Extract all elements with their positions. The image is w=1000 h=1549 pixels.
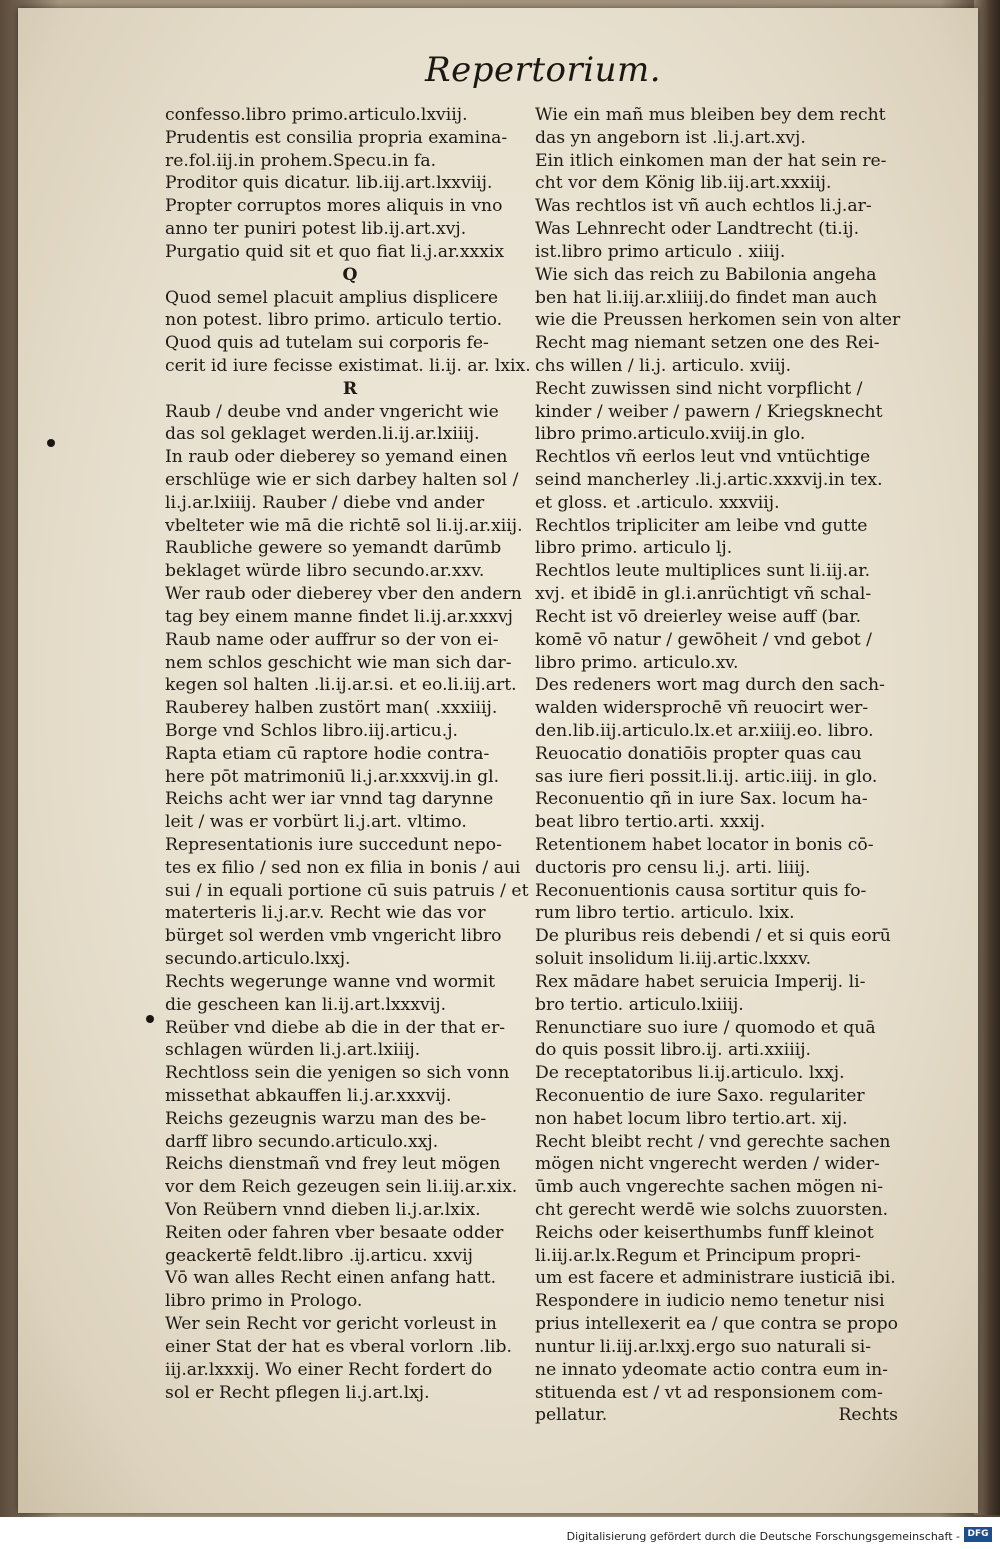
dfg-logo: DFG — [964, 1527, 992, 1542]
text-line: iij.ar.lxxxij. Wo einer Recht fordert do — [165, 1359, 493, 1380]
text-line: ist.libro primo articulo . xiiij. — [535, 241, 786, 262]
text-line: Raub name oder auffrur so der von ei- — [165, 629, 499, 650]
text-line: leit / was er vorbürt li.j.art. vltimo. — [165, 812, 467, 833]
text-line: die gescheen kan li.ij.art.lxxxvij. — [165, 994, 447, 1015]
text-line: Propter corruptos mores aliquis in vno — [165, 196, 503, 217]
text-line: cht gerecht werdē wie solchs zuuorsten. — [535, 1200, 889, 1220]
text-line: Reuocatio donatiōis propter quas cau — [535, 743, 862, 764]
text-line: Von Reübern vnnd dieben li.j.ar.lxix. — [165, 1200, 481, 1220]
text-line: Recht zuwissen sind nicht vorpflicht / — [535, 378, 863, 399]
text-line: Rechtlos leute multiplices sunt li.iij.ar. — [535, 561, 871, 582]
text-line: Ein itlich einkomen man der hat sein re- — [535, 150, 887, 171]
text-line: Recht mag niemant setzen one des Rei- — [535, 333, 880, 354]
text-line: sas iure fieri possit.li.ij. artic.iiij. in glo. — [535, 766, 878, 787]
text-line: tag bey einem manne findet li.ij.ar.xxxvj — [165, 606, 513, 627]
text-line: libro primo. articulo lj. — [535, 538, 733, 559]
text-line: seind mancherley .li.j.artic.xxxvij.in tex. — [535, 470, 883, 490]
text-line: komē vō natur / gewōheit / vnd gebot / — [535, 629, 872, 650]
footer-credit: Digitalisierung gefördert durch die Deutsche Forschungsgemeinschaft - — [566, 1530, 960, 1543]
text-line: Reichs acht wer iar vnnd tag darynne — [165, 789, 494, 810]
text-line: Des redeners wort mag durch den sach- — [535, 675, 885, 696]
right-column — [535, 104, 900, 1427]
text-line: Rauberey halben zustört man( .xxxiiij. — [165, 698, 498, 719]
text-line: Rex mādare habet seruicia Imperij. li- — [535, 971, 866, 992]
text-line: xvj. et ibidē in gl.i.anrüchtigt vñ schal- — [535, 584, 872, 605]
text-line: mögen nicht vngerecht werden / wider- — [535, 1154, 880, 1175]
text-line: Rechtlos tripliciter am leibe vnd gutte — [535, 515, 868, 536]
text-line: cht vor dem König lib.iij.art.xxxiij. — [535, 173, 832, 194]
text-line: Reconuentio de iure Saxo. regulariter — [535, 1085, 865, 1106]
margin-mark — [47, 439, 55, 447]
text-line: Rapta etiam cū raptore hodie contra- — [165, 743, 490, 764]
text-line: Rechtloss sein die yenigen so sich vonn — [165, 1063, 510, 1084]
text-line: Was rechtlos ist vñ auch echtlos li.j.ar- — [535, 196, 872, 217]
text-line: das sol geklaget werden.li.ij.ar.lxiiij. — [165, 424, 480, 445]
text-line: nuntur li.iij.ar.lxxj.ergo suo naturali si- — [535, 1336, 872, 1357]
text-line: Representationis iure succedunt nepo- — [165, 835, 502, 855]
text-line: Reichs dienstmañ vnd frey leut mögen — [165, 1154, 501, 1175]
text-line: Reüber vnd diebe ab die in der that er- — [165, 1017, 506, 1038]
section-letter: Q — [342, 264, 358, 285]
text-line: walden widersprochē vñ reuocirt wer- — [535, 698, 869, 719]
text-line: libro primo in Prologo. — [165, 1291, 363, 1312]
text-line: soluit insolidum li.iij.artic.lxxxv. — [535, 949, 812, 970]
text-line: li.j.ar.lxiiij. Rauber / diebe vnd ander — [165, 492, 485, 513]
left-column — [165, 104, 535, 1404]
text-line: kinder / weiber / pawern / Kriegsknecht — [535, 401, 883, 422]
text-line: tes ex filio / sed non ex filia in bonis / aui — [165, 857, 521, 878]
text-line: Respondere in iudicio nemo tenetur nisi — [535, 1291, 885, 1312]
text-line: erschlüge wie er sich darbey halten sol / — [165, 470, 519, 490]
text-line: anno ter puniri potest lib.ij.art.xvj. — [165, 219, 467, 240]
text-line: Recht ist vō dreierley weise auff (bar. — [535, 606, 862, 627]
text-line: wie die Preussen herkomen sein von alter — [535, 310, 901, 331]
text-line: Wer sein Recht vor gericht vorleust in — [165, 1314, 497, 1335]
text-line: li.iij.ar.lx.Regum et Principum propri- — [535, 1245, 861, 1266]
text-line: Retentionem habet locator in bonis cō- — [535, 835, 874, 855]
text-line: do quis possit libro.ij. arti.xxiiij. — [535, 1040, 811, 1061]
text-line: materteris li.j.ar.v. Recht wie das vor — [165, 903, 486, 924]
text-line: einer Stat der hat es vberal vorlorn .lib. — [165, 1336, 512, 1357]
text-line: Wie sich das reich zu Babilonia angeha — [535, 264, 877, 285]
text-line: ben hat li.iij.ar.xliiij.do findet man auch — [535, 287, 878, 308]
text-line: bro tertio. articulo.lxiiij. — [535, 994, 744, 1015]
text-line: rum libro tertio. articulo. lxix. — [535, 903, 795, 924]
text-line: Quod quis ad tutelam sui corporis fe- — [165, 333, 489, 354]
text-line: Wer raub oder dieberey vber den andern — [165, 584, 522, 605]
catchword: Rechts — [838, 1405, 898, 1426]
text-line: geackertē feldt.libro .ij.articu. xxvij — [165, 1245, 473, 1266]
text-line: darff libro secundo.articulo.xxj. — [165, 1131, 439, 1152]
text-line: missethat abkauffen li.j.ar.xxxvij. — [165, 1085, 452, 1106]
text-line: here pōt matrimoniū li.j.ar.xxxvij.in gl. — [165, 766, 500, 787]
text-line: Vō wan alles Recht einen anfang hatt. — [165, 1268, 497, 1289]
text-line: secundo.articulo.lxxj. — [165, 949, 351, 970]
text-line: Rechts wegerunge wanne vnd wormit — [165, 971, 496, 992]
text-line: ne innato ydeomate actio contra eum in- — [535, 1359, 888, 1380]
text-line: In raub oder dieberey so yemand einen — [165, 447, 508, 468]
text-line: Wie ein mañ mus bleiben bey dem recht — [535, 105, 886, 125]
text-line: Reichs oder keiserthumbs funff kleinot — [535, 1222, 874, 1243]
text-line: Quod semel placuit amplius displicere — [165, 287, 499, 308]
text-line: Raub / deube vnd ander vngericht wie — [165, 401, 499, 422]
text-line: libro primo. articulo.xv. — [535, 652, 739, 673]
text-line: prius intellexerit ea / que contra se propo — [535, 1314, 898, 1335]
running-head: Repertorium. — [425, 50, 662, 90]
section-letter: R — [342, 378, 358, 399]
text-line: Was Lehnrecht oder Landtrecht (ti.ij. — [535, 219, 860, 240]
text-line: Reconuentionis causa sortitur quis fo- — [535, 880, 867, 901]
text-line: De receptatoribus li.ij.articulo. lxxj. — [535, 1063, 845, 1084]
text-line: ūmb auch vngerechte sachen mögen ni- — [535, 1177, 884, 1198]
text-line: nem schlos geschicht wie man sich dar- — [165, 652, 512, 673]
text-line: stituenda est / vt ad responsionem com- — [535, 1382, 883, 1403]
text-line: um est facere et administrare iusticiā ibi. — [535, 1268, 896, 1289]
text-line: ductoris pro censu li.j. arti. liiij. — [535, 857, 811, 878]
text-line: et gloss. et .articulo. xxxviij. — [535, 492, 780, 513]
text-line: schlagen würden li.j.art.lxiiij. — [165, 1040, 421, 1061]
text-line: beklaget würde libro secundo.ar.xxv. — [165, 561, 485, 582]
text-line: re.fol.iij.in prohem.Specu.in fa. — [165, 150, 437, 171]
text-line: Raubliche gewere so yemandt darūmb — [165, 538, 502, 559]
text-line: vor dem Reich gezeugen sein li.iij.ar.xix. — [165, 1177, 518, 1198]
text-line: Reiten oder fahren vber besaate odder — [165, 1222, 504, 1243]
text-line: non habet locum libro tertio.art. xij. — [535, 1108, 848, 1129]
text-line: Rechtlos vñ eerlos leut vnd vntüchtige — [535, 447, 871, 468]
text-line: beat libro tertio.arti. xxxij. — [535, 812, 766, 833]
text-line: chs willen / li.j. articulo. xviij. — [535, 355, 792, 376]
text-line: Prudentis est consilia propria examina- — [165, 127, 508, 148]
margin-mark — [146, 1015, 154, 1023]
text-line: bürget sol werden vmb vngericht libro — [165, 926, 502, 947]
text-line: vbelteter wie mā die richtē sol li.ij.ar.xiij. — [165, 515, 523, 536]
text-line: confesso.libro primo.articulo.lxviij. — [165, 105, 468, 125]
text-line: sui / in equali portione cū suis patruis / et — [165, 880, 529, 901]
text-line: kegen sol halten .li.ij.ar.si. et eo.li.iij.art. — [165, 675, 517, 696]
text-line: Renunctiare suo iure / quomodo et quā — [535, 1017, 876, 1038]
text-line: Proditor quis dicatur. lib.iij.art.lxxviij. — [165, 173, 493, 194]
text-line: pellatur. — [535, 1405, 608, 1426]
text-line: Reconuentio qñ in iure Sax. locum ha- — [535, 789, 868, 810]
text-line: Recht bleibt recht / vnd gerechte sachen — [535, 1131, 891, 1152]
text-line: Reichs gezeugnis warzu man des be- — [165, 1108, 487, 1129]
text-line: Purgatio quid sit et quo fiat li.j.ar.xxxix — [165, 241, 505, 262]
text-line: Borge vnd Schlos libro.iij.articu.j. — [165, 720, 459, 741]
text-line: libro primo.articulo.xviij.in glo. — [535, 424, 806, 445]
text-line: cerit id iure fecisse existimat. li.ij. ar. lxix. — [165, 355, 531, 376]
text-line: sol er Recht pflegen li.j.art.lxj. — [165, 1382, 430, 1403]
text-line: De pluribus reis debendi / et si quis eorū — [535, 926, 891, 947]
text-line: das yn angeborn ist .li.j.art.xvj. — [535, 127, 806, 148]
text-line: den.lib.iij.articulo.lx.et ar.xiiij.eo. libro. — [535, 720, 874, 741]
text-line: non potest. libro primo. articulo tertio. — [165, 310, 503, 331]
